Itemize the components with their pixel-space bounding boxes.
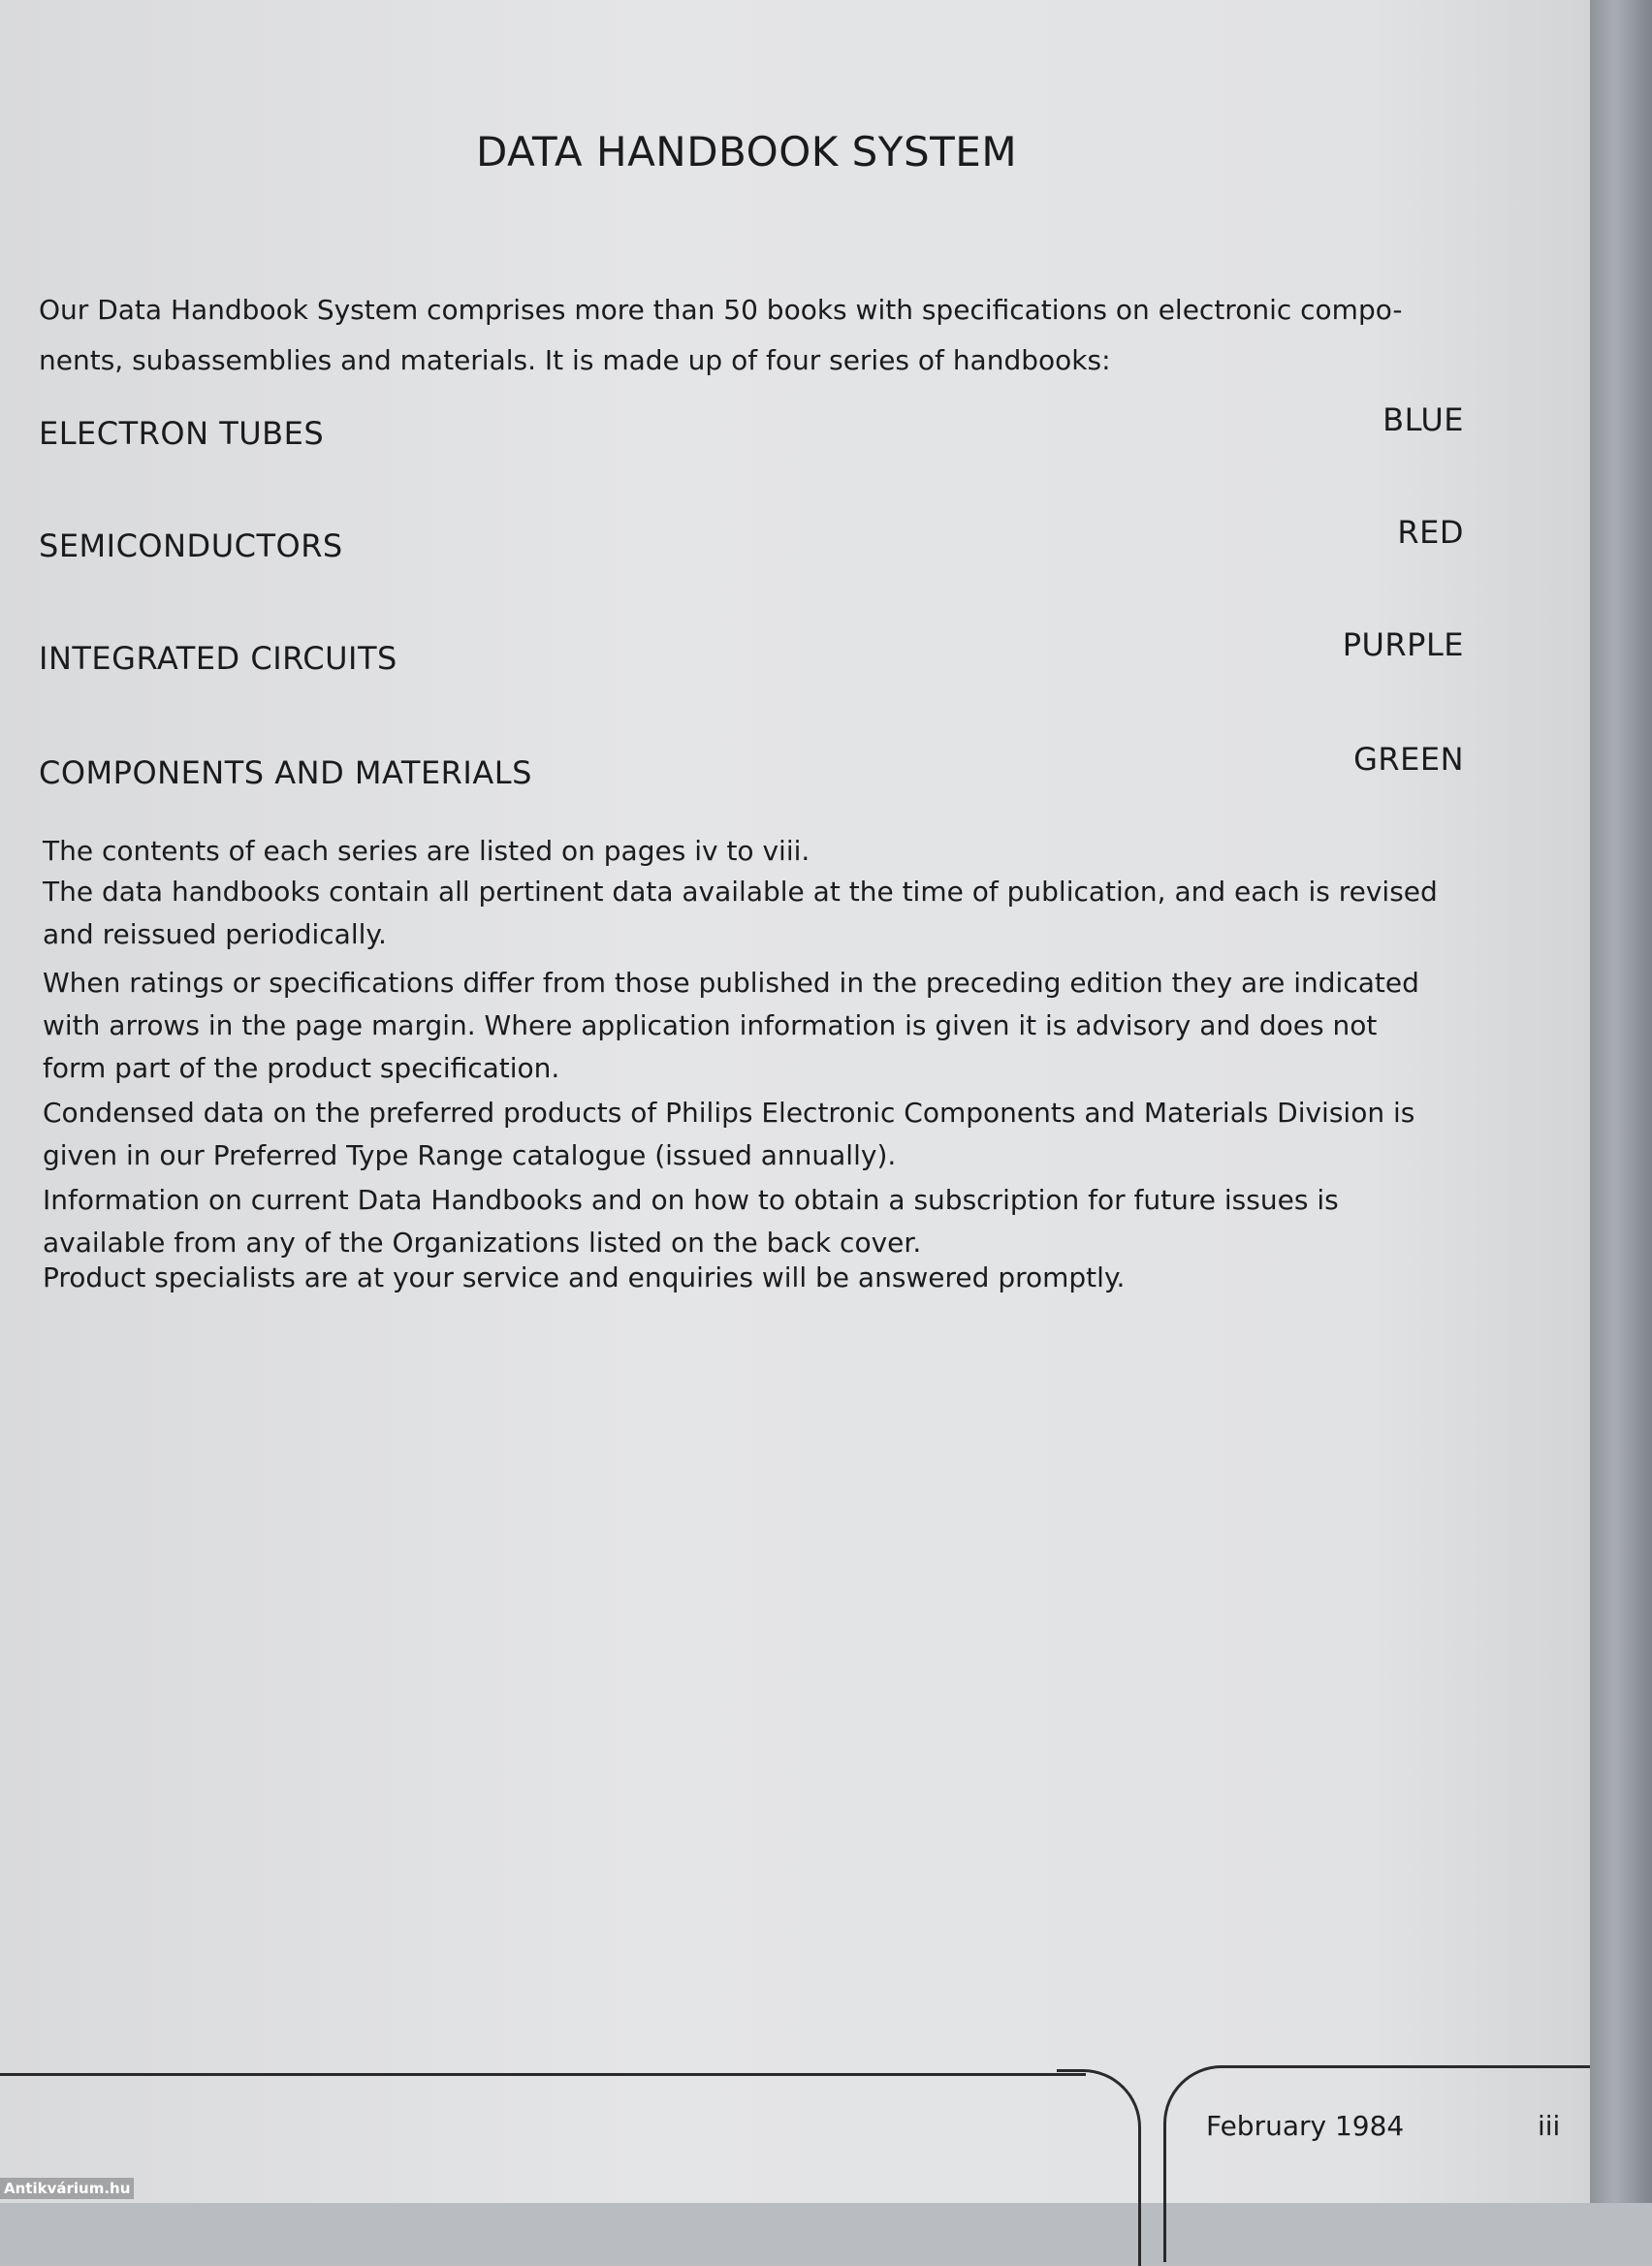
series-row-components-materials	[39, 741, 1464, 801]
pertinent-paragraph: The data handbooks contain all pertinent data available at the time of publication, and each is revised and reissued periodically.	[43, 876, 1438, 950]
series-row-integrated-circuits	[39, 626, 1464, 686]
series-color: RED	[1397, 514, 1464, 551]
footer-right-tab	[1163, 2065, 1612, 2262]
series-name: ELECTRON TUBES	[39, 415, 325, 452]
condensed-paragraph: Condensed data on the preferred products of Philips Electronic Components and Materials Division is given in our Preferred Type Range catalogue (issued annually).	[43, 1097, 1415, 1171]
binding-shadow	[1590, 0, 1652, 2203]
page-title: DATA HANDBOOK SYSTEM	[475, 128, 1018, 176]
series-name: SEMICONDUCTORS	[39, 527, 343, 564]
information-paragraph: Information on current Data Handbooks and on how to obtain a subscription for future issues is available from any of the Organizations listed on the back cover.	[43, 1184, 1339, 1259]
intro-paragraph	[39, 285, 1435, 386]
contents-paragraph: The contents of each series are listed on pages iv to viii.	[43, 835, 810, 867]
footer-date: February 1984	[1206, 2110, 1405, 2142]
series-row-electron-tubes	[39, 401, 1464, 462]
series-name: COMPONENTS AND MATERIALS	[39, 754, 532, 791]
intro-line-1: Our Data Handbook System comprises more than 50 books with specifications on electronic compo-	[39, 294, 1403, 326]
series-color: PURPLE	[1342, 626, 1464, 663]
footer-rule	[0, 2073, 1086, 2076]
series-color: GREEN	[1353, 741, 1464, 778]
intro-line-2: nents, subassemblies and materials. It is made up of four series of handbooks:	[39, 344, 1111, 376]
ratings-paragraph: When ratings or specifications differ from those published in the preceding edition they are indicated with arrows in the page margin. Where application information is given it is advisory and does not form part of the product specification.	[43, 967, 1419, 1084]
footer-left-tab	[1057, 2069, 1141, 2266]
series-name: INTEGRATED CIRCUITS	[39, 640, 397, 677]
watermark-text: Antikvárium.hu	[0, 2178, 134, 2199]
series-row-semiconductors	[39, 514, 1464, 574]
series-color: BLUE	[1382, 401, 1464, 438]
specialists-paragraph: Product specialists are at your service and enquiries will be answered promptly.	[43, 1261, 1126, 1293]
page-number: iii	[1538, 2110, 1561, 2142]
